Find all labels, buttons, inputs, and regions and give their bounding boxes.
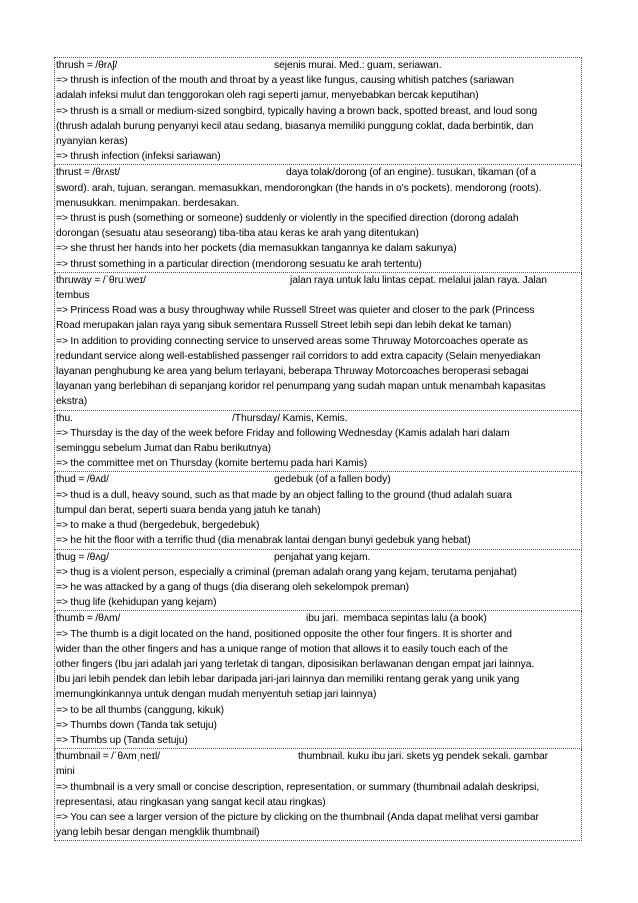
entry-heading-line xyxy=(56,550,580,565)
dictionary-entry xyxy=(54,273,582,411)
entry-example-line: wider than the other fingers and has a unique range of motion that allows it to easily touch each of the xyxy=(56,643,508,655)
entry-headword: thumb = /θʌm/ xyxy=(56,613,121,625)
entry-definition-continued: sword). arah, tujuan. serangan. memasukkan, mendorongkan (the hands in o's pockets). mendorong (roots). xyxy=(56,182,542,194)
entry-example-line: (thrush adalah burung penyanyi kecil atau sedang, biasanya memiliki punggung coklat, dada berbintik, dan xyxy=(56,120,534,132)
entry-example-line: => In addition to providing connecting service to unserved areas some Thruway Motorcoaches operate as xyxy=(56,335,528,347)
entry-example-line: ekstra) xyxy=(56,396,88,408)
dictionary-entry xyxy=(54,411,582,473)
entry-example-line: => thug is a violent person, especially a criminal (preman adalah orang yang kejam, terutama penjahat) xyxy=(56,566,517,578)
entry-example-line: => Thumbs up (Tanda setuju) xyxy=(56,734,188,746)
dictionary-page xyxy=(54,57,582,841)
entry-heading-line xyxy=(56,273,580,288)
entry-example-line: => You can see a larger version of the picture by clicking on the thumbnail (Anda dapat melihat versi gambar xyxy=(56,811,539,823)
entry-definition: thumbnail. kuku ibu jari. skets yg pendek sekali. gambar xyxy=(298,751,549,763)
entry-example-line: layanan penghubung ke area yang belum terlayani, beberapa Thruway Motorcoaches beroperasi sebagai xyxy=(56,366,529,378)
entry-example-line: => thrush infection (infeksi sariawan) xyxy=(56,151,221,163)
entry-definition: daya tolak/dorong (of an engine). tusukan, tikaman (of a xyxy=(286,167,537,179)
entry-example-line: memungkinkannya untuk dengan mudah menyentuh setiap jari lainnya) xyxy=(56,689,377,701)
entry-heading-line xyxy=(56,165,580,180)
entry-example-line: seminggu sebelum Jumat dan Rabu berikutnya) xyxy=(56,443,271,455)
entry-definition: jalan raya untuk lalu lintas cepat. melalui jalan raya. Jalan xyxy=(290,274,547,286)
entry-example-line: yang lebih besar dengan mengklik thumbnail) xyxy=(56,827,260,839)
dictionary-entry xyxy=(54,57,582,165)
entry-definition: sejenis murai. Med.: guam, seriawan. xyxy=(274,60,442,71)
entry-example-line: => he was attacked by a gang of thugs (dia diserang oleh sekelompok preman) xyxy=(56,581,409,593)
entry-example-line: => Thursday is the day of the week before Friday and following Wednesday (Kamis adalah hari dalam xyxy=(56,427,510,439)
entry-definition: gedebuk (of a fallen body) xyxy=(274,474,391,486)
entry-headword: thu. xyxy=(56,412,73,424)
entry-example-line: nyanyian keras) xyxy=(56,136,128,148)
entry-headword: thug = /θʌg/ xyxy=(56,551,109,563)
dictionary-entry xyxy=(54,611,582,749)
entry-definition-continued: tembus xyxy=(56,290,90,302)
entry-example-line: other fingers (Ibu jari adalah jari yang terletak di tangan, diposisikan berlawanan dengan empat jari lainnya. xyxy=(56,658,535,670)
entry-example-line: adalah infeksi mulut dan tenggorokan oleh ragi seperti jamur, menyebabkan bercak keputihan) xyxy=(56,90,479,102)
dictionary-entry xyxy=(54,165,582,272)
entry-example-line: => thumbnail is a very small or concise description, representation, or summary (thumbnail adalah deskripsi, xyxy=(56,781,540,793)
entry-example-line: => Princess Road was a busy throughway while Russell Street was quieter and closer to the park (Princess xyxy=(56,305,535,317)
entry-example-line: => Thumbs down (Tanda tak setuju) xyxy=(56,719,217,731)
entry-definition: ibu jari. membaca sepintas lalu (a book) xyxy=(306,613,487,625)
entry-heading-line xyxy=(56,749,580,764)
entry-example-line: Road merupakan jalan raya yang sibuk sementara Russell Street lebih sepi dan lebih dekat ke taman) xyxy=(56,320,512,332)
entry-example-line: => to make a thud (bergedebuk, bergedebuk) xyxy=(56,520,260,532)
entry-heading-line xyxy=(56,472,580,487)
entry-example-line: => thud is a dull, heavy sound, such as that made by an object falling to the ground (thud adalah suara xyxy=(56,489,512,501)
entry-example-line: dorongan (sesuatu atau seseorang) tiba-tiba atau keras ke arah yang ditentukan) xyxy=(56,228,419,240)
entry-example-line: redundant service along well-established passenger rail corridors to add extra capacity (Selain menyediakan xyxy=(56,350,541,362)
dictionary-entry xyxy=(54,472,582,549)
entry-example-line: => thrush is a small or medium-sized songbird, typically having a brown back, spotted breast, and loud song xyxy=(56,105,538,117)
entry-heading-line xyxy=(56,611,580,626)
entry-example-line: => to be all thumbs (canggung, kikuk) xyxy=(56,704,225,716)
entry-example-line: => the committee met on Thursday (komite bertemu pada hari Kamis) xyxy=(56,458,368,470)
dictionary-entry xyxy=(54,550,582,612)
entry-definition-continued: mini xyxy=(56,766,75,778)
entry-example-line: layanan yang berlebihan di sepanjang koridor rel penumpang yang sudah mapan untuk menambah kapasitas xyxy=(56,381,546,393)
entry-example-line: tumpul dan berat, seperti suara benda yang jatuh ke tanah) xyxy=(56,504,321,516)
entry-example-line: menusukkan. menimpakan. berdesakan. xyxy=(56,197,240,209)
entry-headword: thumbnail = /ˈθʌmˌneɪl/ xyxy=(56,751,161,763)
entry-heading-line xyxy=(56,411,580,426)
entry-example-line: => he hit the floor with a terrific thud (dia menabrak lantai dengan bunyi gedebuk yang hebat) xyxy=(56,535,471,547)
entry-definition: /Thursday/ Kamis, Kemis. xyxy=(232,412,348,424)
entry-example-line: Ibu jari lebih pendek dan lebih lebar daripada jari-jari lainnya dan memiliki rentang gerak yang unik yang xyxy=(56,674,520,686)
entry-example-line: => thrush is infection of the mouth and throat by a yeast like fungus, causing whitish patches (sariawan xyxy=(56,75,514,87)
entry-example-line: => thrust is push (something or someone) suddenly or violently in the specified direction (dorong adalah xyxy=(56,213,519,225)
entry-example-line: => The thumb is a digit located on the hand, positioned opposite the other four fingers. It is shorter and xyxy=(56,628,512,640)
entry-example-line: => she thrust her hands into her pockets (dia memasukkan tangannya ke dalam sakunya) xyxy=(56,243,457,255)
entry-headword: thrush = /θrʌʃ/ xyxy=(56,60,118,71)
dictionary-entry xyxy=(54,749,582,841)
entry-heading-line xyxy=(56,58,580,73)
entry-example-line: => thug life (kehidupan yang kejam) xyxy=(56,597,217,609)
entry-headword: thrust = /θrʌst/ xyxy=(56,167,121,179)
entry-example-line: => thrust something in a particular direction (mendorong sesuatu ke arah tertentu) xyxy=(56,258,422,270)
entry-example-line: representasi, atau ringkasan yang sangat kecil atau ringkas) xyxy=(56,796,326,808)
entry-headword: thruway = /ˈθruːweɪ/ xyxy=(56,274,146,286)
entry-headword: thud = /θʌd/ xyxy=(56,474,109,486)
entry-definition: penjahat yang kejam. xyxy=(274,551,371,563)
